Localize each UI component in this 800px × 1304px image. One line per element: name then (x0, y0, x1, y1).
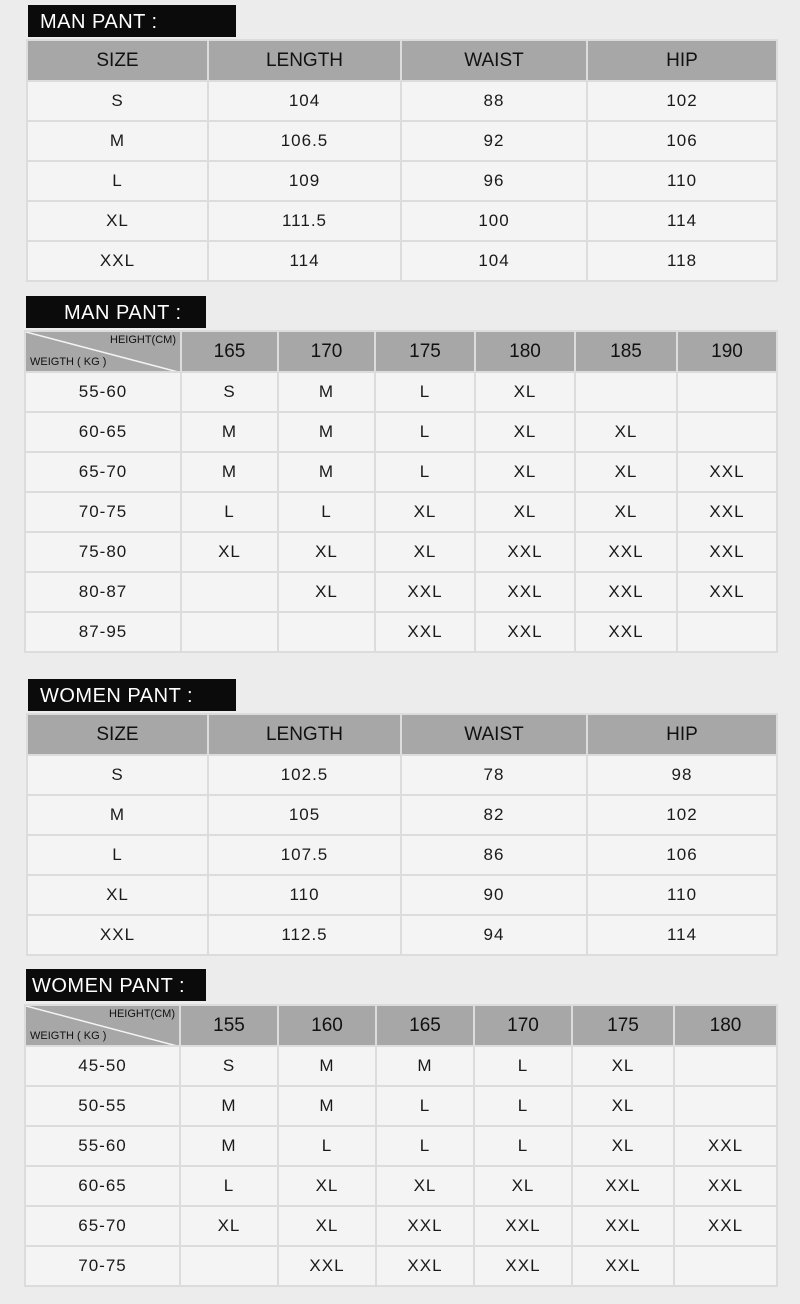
header-size: SIZE (27, 40, 208, 81)
recommended-size-cell: XXL (474, 1246, 572, 1286)
recommended-size-cell: XL (475, 412, 575, 452)
weight-range-cell: 55-60 (25, 1126, 180, 1166)
header-length: LENGTH (208, 714, 401, 755)
table-header-row (25, 1005, 777, 1046)
recommended-size-cell: XL (474, 1166, 572, 1206)
length-cell: 111.5 (208, 201, 401, 241)
recommended-size-cell: XXL (375, 612, 475, 652)
recommended-size-cell: L (376, 1126, 474, 1166)
weight-label: WEIGTH ( KG ) (30, 356, 107, 368)
table-row (25, 452, 777, 492)
table-row (25, 532, 777, 572)
hip-cell: 106 (587, 835, 777, 875)
recommended-size-cell: M (278, 1046, 376, 1086)
height-weight-corner (25, 331, 181, 372)
recommended-size-cell (575, 372, 677, 412)
recommended-size-cell: M (181, 412, 278, 452)
header-hip: HIP (587, 714, 777, 755)
recommended-size-cell: XXL (278, 1246, 376, 1286)
recommended-size-cell: XL (575, 492, 677, 532)
length-cell: 106.5 (208, 121, 401, 161)
table-row (25, 372, 777, 412)
table-row (27, 795, 777, 835)
height-label: HEIGHT(CM) (110, 334, 176, 346)
hip-cell: 102 (587, 81, 777, 121)
table-row (25, 1046, 777, 1086)
height-header: 175 (572, 1005, 674, 1046)
hip-cell: 118 (587, 241, 777, 281)
table-row (25, 1246, 777, 1286)
size-cell: S (27, 81, 208, 121)
recommended-size-cell: XXL (376, 1206, 474, 1246)
height-header: 180 (475, 331, 575, 372)
table-row (25, 1126, 777, 1166)
recommended-size-cell: L (474, 1126, 572, 1166)
recommended-size-cell: XL (278, 532, 375, 572)
weight-range-cell: 65-70 (25, 1206, 180, 1246)
hip-cell: 114 (587, 915, 777, 955)
table-header-row (27, 714, 777, 755)
length-cell: 107.5 (208, 835, 401, 875)
recommended-size-cell: M (181, 452, 278, 492)
table-row (25, 572, 777, 612)
weight-range-cell: 87-95 (25, 612, 181, 652)
man-size-table (26, 39, 778, 282)
man-fit-title: MAN PANT : (26, 296, 206, 328)
weight-range-cell: 55-60 (25, 372, 181, 412)
waist-cell: 88 (401, 81, 587, 121)
women-size-title: WOMEN PANT : (28, 679, 236, 711)
waist-cell: 78 (401, 755, 587, 795)
waist-cell: 92 (401, 121, 587, 161)
waist-cell: 100 (401, 201, 587, 241)
height-header: 190 (677, 331, 777, 372)
table-row (25, 1166, 777, 1206)
recommended-size-cell: M (180, 1126, 278, 1166)
recommended-size-cell: XXL (474, 1206, 572, 1246)
header-hip: HIP (587, 40, 777, 81)
recommended-size-cell: L (474, 1086, 572, 1126)
recommended-size-cell: XL (575, 412, 677, 452)
man-fit-body (25, 372, 777, 652)
table-row (27, 81, 777, 121)
recommended-size-cell: S (180, 1046, 278, 1086)
recommended-size-cell: L (181, 492, 278, 532)
weight-range-cell: 45-50 (25, 1046, 180, 1086)
header-size: SIZE (27, 714, 208, 755)
recommended-size-cell: XL (572, 1046, 674, 1086)
table-row (25, 1206, 777, 1246)
recommended-size-cell: XL (180, 1206, 278, 1246)
recommended-size-cell: XXL (677, 532, 777, 572)
recommended-size-cell: L (278, 1126, 376, 1166)
man-size-title: MAN PANT : (28, 5, 236, 37)
size-cell: XL (27, 201, 208, 241)
table-row (25, 612, 777, 652)
recommended-size-cell: L (180, 1166, 278, 1206)
table-row (27, 915, 777, 955)
size-cell: XXL (27, 241, 208, 281)
size-cell: XL (27, 875, 208, 915)
hip-cell: 110 (587, 161, 777, 201)
recommended-size-cell (677, 612, 777, 652)
table-row (27, 161, 777, 201)
recommended-size-cell: XL (375, 532, 475, 572)
recommended-size-cell: M (278, 372, 375, 412)
recommended-size-cell: M (180, 1086, 278, 1126)
size-cell: M (27, 795, 208, 835)
recommended-size-cell: XXL (575, 572, 677, 612)
recommended-size-cell: XL (475, 492, 575, 532)
recommended-size-cell: M (376, 1046, 474, 1086)
recommended-size-cell: M (278, 1086, 376, 1126)
table-row (27, 241, 777, 281)
recommended-size-cell: S (181, 372, 278, 412)
recommended-size-cell: L (376, 1086, 474, 1126)
recommended-size-cell: XXL (376, 1246, 474, 1286)
hip-cell: 114 (587, 201, 777, 241)
recommended-size-cell: XXL (572, 1206, 674, 1246)
recommended-size-cell (674, 1086, 777, 1126)
length-cell: 114 (208, 241, 401, 281)
recommended-size-cell: XXL (475, 612, 575, 652)
weight-range-cell: 75-80 (25, 532, 181, 572)
weight-label: WEIGTH ( KG ) (30, 1030, 107, 1042)
height-header: 175 (375, 331, 475, 372)
recommended-size-cell: XL (181, 532, 278, 572)
height-header: 170 (278, 331, 375, 372)
weight-range-cell: 50-55 (25, 1086, 180, 1126)
recommended-size-cell (677, 372, 777, 412)
hip-cell: 110 (587, 875, 777, 915)
recommended-size-cell: XL (278, 572, 375, 612)
table-row (27, 755, 777, 795)
recommended-size-cell (181, 612, 278, 652)
recommended-size-cell: L (375, 452, 475, 492)
height-header: 170 (474, 1005, 572, 1046)
height-header: 165 (181, 331, 278, 372)
recommended-size-cell: XL (475, 372, 575, 412)
table-row (27, 835, 777, 875)
size-cell: M (27, 121, 208, 161)
recommended-size-cell: XXL (677, 452, 777, 492)
size-cell: L (27, 161, 208, 201)
table-row (25, 1086, 777, 1126)
length-cell: 102.5 (208, 755, 401, 795)
waist-cell: 96 (401, 161, 587, 201)
recommended-size-cell (674, 1246, 777, 1286)
weight-range-cell: 60-65 (25, 1166, 180, 1206)
hip-cell: 106 (587, 121, 777, 161)
recommended-size-cell: XL (376, 1166, 474, 1206)
recommended-size-cell: XXL (677, 572, 777, 612)
weight-range-cell: 80-87 (25, 572, 181, 612)
height-header: 155 (180, 1005, 278, 1046)
table-row (25, 412, 777, 452)
recommended-size-cell (677, 412, 777, 452)
recommended-size-cell: XXL (375, 572, 475, 612)
header-length: LENGTH (208, 40, 401, 81)
recommended-size-cell: L (375, 372, 475, 412)
recommended-size-cell: M (278, 412, 375, 452)
table-row (27, 201, 777, 241)
length-cell: 109 (208, 161, 401, 201)
women-fit-title: WOMEN PANT : (26, 969, 206, 1001)
size-cell: XXL (27, 915, 208, 955)
man-fit-table (24, 330, 778, 653)
table-row (27, 875, 777, 915)
recommended-size-cell (278, 612, 375, 652)
recommended-size-cell: L (474, 1046, 572, 1086)
recommended-size-cell: XL (278, 1206, 376, 1246)
length-cell: 105 (208, 795, 401, 835)
recommended-size-cell: M (278, 452, 375, 492)
waist-cell: 94 (401, 915, 587, 955)
recommended-size-cell: XL (375, 492, 475, 532)
height-header: 160 (278, 1005, 376, 1046)
height-weight-corner (25, 1005, 180, 1046)
recommended-size-cell: XXL (674, 1126, 777, 1166)
recommended-size-cell: XXL (575, 532, 677, 572)
height-label: HEIGHT(CM) (109, 1008, 175, 1020)
waist-cell: 86 (401, 835, 587, 875)
women-fit-table (24, 1004, 778, 1287)
recommended-size-cell: XXL (572, 1246, 674, 1286)
length-cell: 110 (208, 875, 401, 915)
height-header: 165 (376, 1005, 474, 1046)
recommended-size-cell: XL (475, 452, 575, 492)
table-row (27, 121, 777, 161)
women-fit-body (25, 1046, 777, 1286)
waist-cell: 104 (401, 241, 587, 281)
recommended-size-cell: XL (278, 1166, 376, 1206)
women-size-table (26, 713, 778, 956)
table-header-row (25, 331, 777, 372)
recommended-size-cell: XL (572, 1086, 674, 1126)
height-header: 185 (575, 331, 677, 372)
recommended-size-cell (674, 1046, 777, 1086)
recommended-size-cell: XXL (674, 1206, 777, 1246)
size-cell: L (27, 835, 208, 875)
length-cell: 112.5 (208, 915, 401, 955)
recommended-size-cell: XXL (572, 1166, 674, 1206)
recommended-size-cell: XXL (475, 572, 575, 612)
recommended-size-cell (181, 572, 278, 612)
header-waist: WAIST (401, 714, 587, 755)
table-header-row (27, 40, 777, 81)
recommended-size-cell: XXL (674, 1166, 777, 1206)
recommended-size-cell: XXL (475, 532, 575, 572)
recommended-size-cell: XXL (575, 612, 677, 652)
table-row (25, 492, 777, 532)
height-header: 180 (674, 1005, 777, 1046)
weight-range-cell: 65-70 (25, 452, 181, 492)
weight-range-cell: 60-65 (25, 412, 181, 452)
recommended-size-cell: XL (572, 1126, 674, 1166)
recommended-size-cell: XL (575, 452, 677, 492)
recommended-size-cell: L (278, 492, 375, 532)
hip-cell: 98 (587, 755, 777, 795)
weight-range-cell: 70-75 (25, 492, 181, 532)
header-waist: WAIST (401, 40, 587, 81)
recommended-size-cell: L (375, 412, 475, 452)
hip-cell: 102 (587, 795, 777, 835)
recommended-size-cell: XXL (677, 492, 777, 532)
waist-cell: 82 (401, 795, 587, 835)
size-cell: S (27, 755, 208, 795)
weight-range-cell: 70-75 (25, 1246, 180, 1286)
recommended-size-cell (180, 1246, 278, 1286)
waist-cell: 90 (401, 875, 587, 915)
length-cell: 104 (208, 81, 401, 121)
